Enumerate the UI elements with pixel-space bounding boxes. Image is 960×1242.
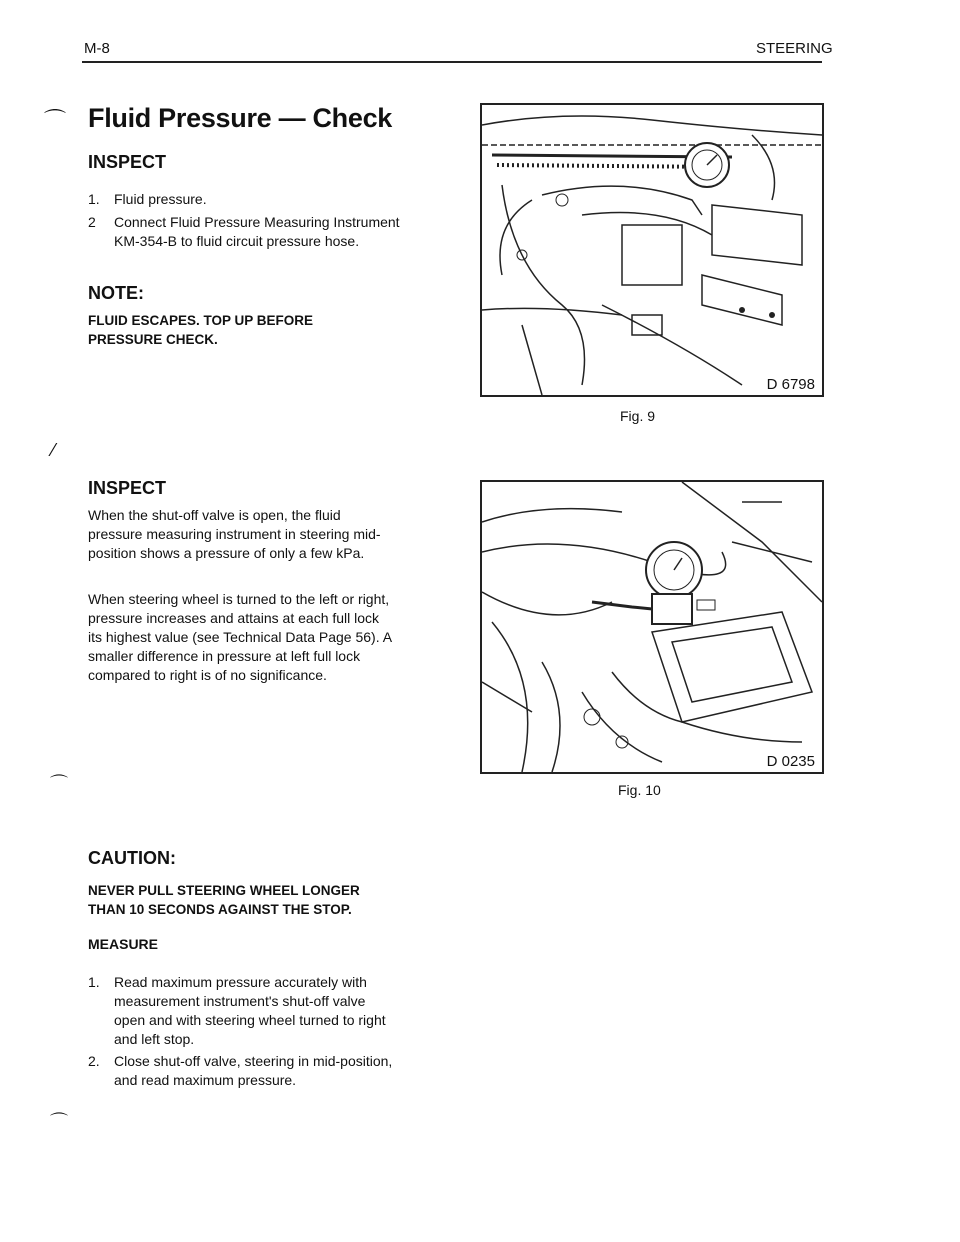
margin-mark-icon: ⁄ bbox=[52, 440, 56, 460]
section-title: STEERING bbox=[756, 40, 833, 57]
margin-mark-icon: ⌒ bbox=[44, 108, 67, 133]
inspect-heading: INSPECT bbox=[88, 478, 167, 498]
figure-10-illustration bbox=[480, 480, 824, 774]
list-number: 1. bbox=[88, 191, 100, 207]
figure-caption: Fig. 10 bbox=[618, 782, 661, 798]
inspect-heading: INSPECT bbox=[88, 152, 167, 172]
list-text: Connect Fluid Pressure Measuring Instrument KM-354-B to fluid circuit pressure hose. bbox=[114, 214, 400, 249]
paragraph: When steering wheel is turned to the left or right, pressure increases and attains at each full lock its highest value (see Technical Data Page 56). A smaller difference in pressure at left full lock compared to right is of no significance. bbox=[88, 591, 392, 683]
figure-code: D 0235 bbox=[764, 753, 818, 770]
pressure-instrument-drawing bbox=[482, 482, 822, 772]
note-heading: NOTE: bbox=[88, 283, 144, 303]
list-item bbox=[88, 1052, 399, 1090]
margin-mark-icon: ⌒ bbox=[50, 1112, 68, 1132]
margin-mark-icon: ⌒ bbox=[50, 774, 68, 794]
caution-heading: CAUTION: bbox=[88, 848, 176, 868]
header-rule bbox=[82, 61, 822, 63]
list-text: Fluid pressure. bbox=[114, 191, 207, 207]
measure-heading: MEASURE bbox=[88, 936, 159, 952]
list-text: Close shut-off valve, steering in mid-position, and read maximum pressure. bbox=[114, 1053, 393, 1088]
caution-text: NEVER PULL STEERING WHEEL LONGER THAN 10 SECONDS AGAINST THE STOP. bbox=[88, 883, 360, 917]
list-number: 2. bbox=[88, 1053, 100, 1069]
figure-9-illustration bbox=[480, 103, 824, 397]
list-item bbox=[88, 190, 404, 209]
page-reference: M-8 bbox=[84, 40, 110, 57]
figure-caption: Fig. 9 bbox=[620, 408, 656, 424]
list-item bbox=[88, 213, 404, 251]
engine-bay-drawing bbox=[482, 105, 822, 395]
paragraph: When the shut-off valve is open, the fluid pressure measuring instrument in steering mid-position shows a pressure of only a few kPa. bbox=[88, 507, 381, 561]
list-item bbox=[88, 973, 399, 1049]
note-text: FLUID ESCAPES. TOP UP BEFORE PRESSURE CHECK. bbox=[88, 313, 314, 347]
list-number: 2 bbox=[88, 214, 96, 230]
figure-code: D 6798 bbox=[764, 376, 818, 393]
list-text: Read maximum pressure accurately with measurement instrument's shut-off valve open and with steering wheel turned to right and left stop. bbox=[114, 974, 386, 1047]
page-title: Fluid Pressure — Check bbox=[88, 103, 393, 133]
list-number: 1. bbox=[88, 974, 100, 990]
